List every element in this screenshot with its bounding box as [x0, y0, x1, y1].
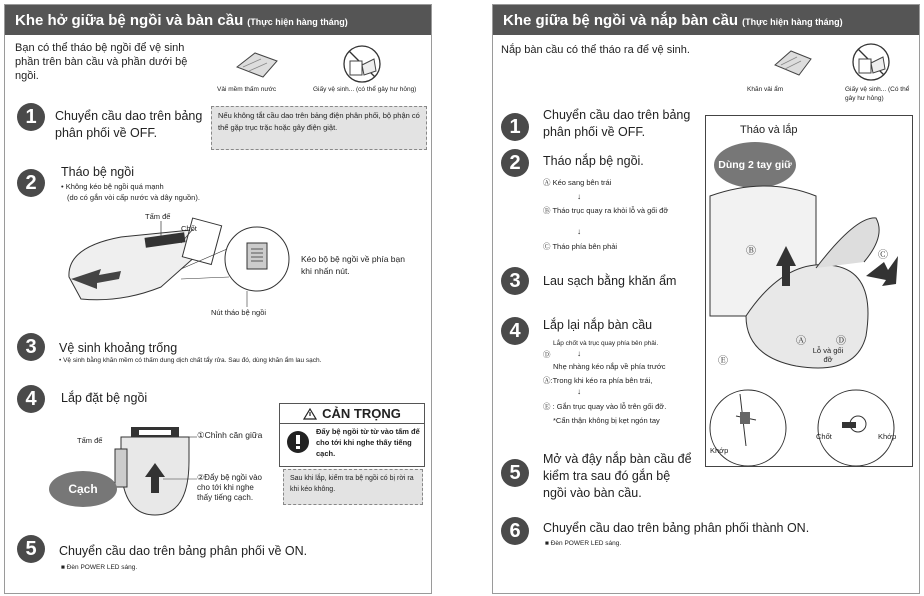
right-step2-b-text: Tháo trục quay ra khỏi lỗ và gối đỡ — [552, 206, 669, 215]
left-step5-title: Chuyển cầu dao trên bảng phân phối về ON. — [59, 544, 308, 558]
right-header — [493, 5, 919, 35]
left-subtitle: (Thực hiện hàng tháng) — [247, 16, 348, 27]
label-d: Ⓓ — [543, 350, 551, 359]
figure-title: Tháo và lắp — [740, 124, 798, 136]
right-step4-d: Lắp chốt và trục quay phía bên phải. — [553, 340, 659, 347]
removal-figure — [705, 115, 913, 467]
caution-note: Sau khi lắp, kiểm tra bệ ngồi có bị rời ra khi kéo không. — [283, 469, 423, 505]
right-step4-e: Ⓔ : Gắn trục quay vào lỗ trên gối đỡ. — [543, 402, 667, 411]
seat-install-illustration — [105, 421, 205, 521]
left-step1-number: 1 — [17, 103, 45, 131]
left-step1-note: Nếu không tắt cầu dao trên bảng điện phân phối, bộ phận có thể gặp trục trặc hoặc gây điện giật. — [211, 106, 427, 150]
left-step4-title: Lắp đặt bệ ngồi — [61, 391, 148, 405]
no-paper-icon-right — [849, 41, 893, 83]
left-step4-plate-label: Tấm đế — [77, 436, 103, 445]
left-pull-text: Kéo bộ bệ ngồi về phía bạn khi nhấn nút. — [301, 254, 405, 276]
pin-label: Chốt — [816, 432, 832, 441]
joint-label-2: Khớp — [878, 432, 897, 441]
right-step6-bullet: ■ Đèn POWER LED sáng. — [545, 540, 622, 547]
arrow-down-icon: ↓ — [577, 387, 581, 396]
left-header — [5, 5, 431, 35]
left-label-button: Nút tháo bệ ngồi — [211, 308, 267, 317]
left-label-pin: Chốt — [181, 224, 197, 233]
left-step1-title: Chuyển cầu dao trên bảng phân phối về OFF. — [55, 109, 203, 140]
left-label-plate: Tấm đế — [145, 212, 171, 221]
left-step2-number: 2 — [17, 169, 45, 197]
label-C: Ⓒ — [878, 250, 888, 261]
left-step4-center: ①Chỉnh căn giữa — [197, 430, 263, 440]
right-step2-b — [543, 205, 668, 216]
left-intro: Bạn có thể tháo bệ ngồi để vệ sinh phần trên bàn cầu và phần dưới bệ ngồi. — [15, 42, 188, 82]
right-step6-title: Chuyển cầu dao trên bảng phân phối thành ON. — [543, 521, 810, 535]
caution-box — [279, 403, 425, 467]
label-D: Ⓓ — [836, 336, 846, 347]
left-step5-number: 5 — [17, 535, 45, 563]
left-step3-title: Vệ sinh khoảng trống — [59, 341, 178, 355]
cloth-label: Vải mềm thấm nước — [217, 86, 277, 93]
right-step5-title: Mở và đậy nắp bàn cầu để kiểm tra sau đó gắn bệ ngồi vào bàn cầu. — [543, 452, 692, 500]
caution-title: CẢN TRỌNG — [322, 406, 401, 421]
left-step2-bullet-text: Không kéo bệ ngồi quá mạnh — [65, 182, 164, 191]
left-step2-bullet2: (do có gắn vòi cấp nước và dây nguồn). — [67, 193, 200, 202]
left-step2-bullet: • Không kéo bệ ngồi quá mạnh — [61, 182, 164, 191]
hole-label: Lỗ và gối đỡ — [812, 346, 844, 364]
arrow-down-icon: ↓ — [577, 192, 581, 201]
left-panel — [4, 4, 432, 594]
left-step3-number: 3 — [17, 333, 45, 361]
arrow-down-icon: ↓ — [577, 349, 581, 358]
right-paper-label: Giấy vệ sinh... (Có thể gây hư hỏng) — [845, 86, 910, 102]
label-a: Ⓐ — [543, 178, 551, 187]
right-step2-a-text: Kéo sang bên trái — [552, 178, 612, 187]
right-step2-c-text: Tháo phía bên phải — [552, 242, 618, 251]
click-bubble: Cạch — [49, 471, 117, 507]
caution-text: Đẩy bệ ngồi từ từ vào tấm đế cho tới khi nghe thấy tiếng cạch. — [316, 427, 420, 458]
label-A: Ⓐ — [796, 336, 806, 347]
left-step2-title: Tháo bệ ngồi — [61, 165, 134, 179]
caution-header — [280, 404, 424, 424]
left-step5-bullet: ■ Đèn POWER LED sáng. — [61, 564, 138, 571]
right-step1-title: Chuyển cầu dao trên bảng phân phối về OFF. — [543, 108, 691, 139]
right-step5-number: 5 — [501, 459, 529, 487]
label-c: Ⓒ — [543, 242, 551, 251]
right-step4-a2: Ⓐ:Trong khi kéo ra phía bên trái, — [543, 376, 653, 385]
right-panel — [492, 4, 920, 594]
cloth-icon — [233, 45, 283, 83]
right-step4-warn: *Cẩn thận không bị kẹt ngón tay — [553, 416, 660, 425]
left-step3-bullet: • Vệ sinh bằng khăn mềm có thấm dung dịch chất tẩy rửa. Sau đó, dùng khăn ẩm lau sạch. — [59, 357, 322, 364]
right-cloth-label: Khăn vải ẩm — [747, 86, 784, 93]
left-step4-push: ②Đẩy bệ ngồi vào cho tới khi nghe thấy tiếng cạch. — [197, 473, 262, 502]
hold-bubble: Dùng 2 tay giữ — [714, 142, 796, 188]
label-E: Ⓔ — [718, 356, 728, 367]
label-B: Ⓑ — [746, 246, 756, 257]
left-step3-bullet-text: Vệ sinh bằng khăn mềm có thấm dung dịch chất tẩy rửa. Sau đó, dùng khăn ẩm lau sạch. — [63, 357, 322, 364]
right-step4-number: 4 — [501, 317, 529, 345]
right-step1-number: 1 — [501, 113, 529, 141]
right-step6-bullet-text: Đèn POWER LED sáng. — [550, 540, 622, 547]
arrow-down-icon: ↓ — [577, 227, 581, 236]
seat-removal-illustration — [61, 207, 291, 317]
cloth-icon-right — [771, 45, 815, 81]
right-subtitle: (Thực hiện hàng tháng) — [742, 16, 843, 27]
left-step5-bullet-text: Đèn POWER LED sáng. — [66, 564, 138, 571]
joint-label: Khớp — [710, 446, 729, 455]
prohibit-icon — [286, 430, 310, 454]
right-step2-title: Tháo nắp bệ ngồi. — [543, 154, 644, 168]
label-b: Ⓑ — [543, 206, 551, 215]
right-step3-number: 3 — [501, 267, 529, 295]
right-step2-number: 2 — [501, 149, 529, 177]
left-title: Khe hở giữa bệ ngồi và bàn cầu — [15, 11, 244, 29]
no-paper-icon — [340, 43, 384, 85]
right-step3-title: Lau sạch bằng khăn ẩm — [543, 274, 677, 288]
left-step4-number: 4 — [17, 385, 45, 413]
right-step4-title: Lắp lại nắp bàn cầu — [543, 318, 653, 332]
right-step2-a — [543, 177, 611, 188]
lid-illustration — [706, 176, 912, 466]
right-step6-number: 6 — [501, 517, 529, 545]
right-step4-push: Nhẹ nhàng kéo nắp về phía trước — [553, 362, 666, 371]
right-intro: Nắp bàn cầu có thể tháo ra để vệ sinh. — [501, 44, 690, 56]
warning-icon — [303, 408, 317, 420]
right-title: Khe giữa bệ ngồi và nắp bàn cầu — [503, 11, 739, 29]
right-step2-c — [543, 241, 617, 252]
paper-label: Giấy vệ sinh... (có thể gây hư hỏng) — [313, 86, 417, 93]
